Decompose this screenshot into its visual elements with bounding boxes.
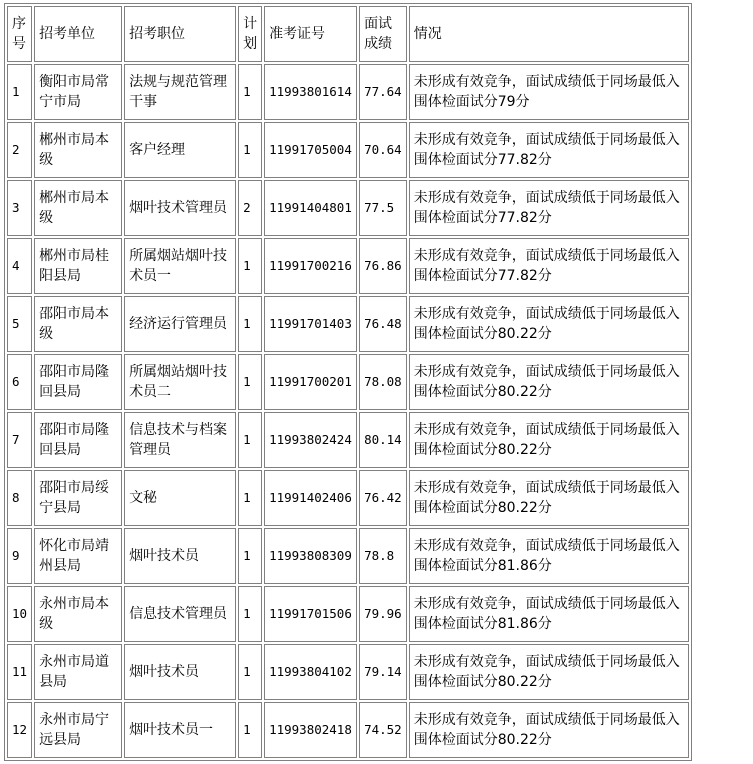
cell-ticket: 11993804102 — [264, 644, 357, 700]
cell-score: 79.14 — [359, 644, 407, 700]
cell-unit: 邵阳市局绥宁县局 — [34, 470, 122, 526]
header-post: 招考职位 — [124, 6, 236, 62]
header-ticket: 准考证号 — [264, 6, 357, 62]
cell-unit: 永州市局本级 — [34, 586, 122, 642]
cell-ticket: 11991705004 — [264, 122, 357, 178]
cell-unit: 永州市局道县局 — [34, 644, 122, 700]
cell-unit: 邵阳市局隆回县局 — [34, 412, 122, 468]
cell-plan: 1 — [238, 296, 262, 352]
cell-ticket: 11991700216 — [264, 238, 357, 294]
cell-plan: 1 — [238, 64, 262, 120]
cell-ticket: 11991700201 — [264, 354, 357, 410]
cell-ticket: 11991402406 — [264, 470, 357, 526]
cell-no: 2 — [7, 122, 32, 178]
cell-no: 6 — [7, 354, 32, 410]
cell-note: 未形成有效竞争，面试成绩低于同场最低入围体检面试分77.82分 — [409, 180, 689, 236]
cell-score: 78.8 — [359, 528, 407, 584]
cell-plan: 1 — [238, 122, 262, 178]
results-table-wrapper — [4, 3, 692, 761]
cell-post: 文秘 — [124, 470, 236, 526]
results-table — [4, 3, 692, 761]
cell-note: 未形成有效竞争，面试成绩低于同场最低入围体检面试分81.86分 — [409, 586, 689, 642]
cell-post: 客户经理 — [124, 122, 236, 178]
cell-unit: 邵阳市局隆回县局 — [34, 354, 122, 410]
cell-post: 经济运行管理员 — [124, 296, 236, 352]
cell-note: 未形成有效竞争，面试成绩低于同场最低入围体检面试分80.22分 — [409, 296, 689, 352]
table-row — [7, 296, 689, 352]
cell-post: 烟叶技术管理员 — [124, 180, 236, 236]
cell-note: 未形成有效竞争，面试成绩低于同场最低入围体检面试分80.22分 — [409, 702, 689, 758]
cell-unit: 怀化市局靖州县局 — [34, 528, 122, 584]
cell-no: 4 — [7, 238, 32, 294]
cell-score: 74.52 — [359, 702, 407, 758]
cell-score: 77.64 — [359, 64, 407, 120]
table-row — [7, 412, 689, 468]
table-row — [7, 586, 689, 642]
header-plan: 计划 — [238, 6, 262, 62]
header-score: 面试成绩 — [359, 6, 407, 62]
cell-ticket: 11993808309 — [264, 528, 357, 584]
table-row — [7, 470, 689, 526]
table-row — [7, 180, 689, 236]
cell-post: 信息技术与档案管理员 — [124, 412, 236, 468]
cell-ticket: 11993802424 — [264, 412, 357, 468]
cell-note: 未形成有效竞争，面试成绩低于同场最低入围体检面试分80.22分 — [409, 412, 689, 468]
header-unit: 招考单位 — [34, 6, 122, 62]
cell-note: 未形成有效竞争，面试成绩低于同场最低入围体检面试分81.86分 — [409, 528, 689, 584]
cell-score: 76.42 — [359, 470, 407, 526]
cell-plan: 1 — [238, 644, 262, 700]
header-note: 情况 — [409, 6, 689, 62]
cell-no: 10 — [7, 586, 32, 642]
cell-post: 烟叶技术员 — [124, 644, 236, 700]
cell-note: 未形成有效竞争，面试成绩低于同场最低入围体检面试分80.22分 — [409, 644, 689, 700]
cell-plan: 1 — [238, 238, 262, 294]
cell-unit: 永州市局宁远县局 — [34, 702, 122, 758]
cell-post: 所属烟站烟叶技术员一 — [124, 238, 236, 294]
cell-no: 12 — [7, 702, 32, 758]
cell-ticket: 11991701506 — [264, 586, 357, 642]
cell-note: 未形成有效竞争，面试成绩低于同场最低入围体检面试分77.82分 — [409, 122, 689, 178]
table-row — [7, 354, 689, 410]
cell-unit: 衡阳市局常宁市局 — [34, 64, 122, 120]
cell-plan: 1 — [238, 412, 262, 468]
cell-note: 未形成有效竞争，面试成绩低于同场最低入围体检面试分80.22分 — [409, 354, 689, 410]
table-header-row — [7, 6, 689, 62]
cell-no: 8 — [7, 470, 32, 526]
cell-post: 信息技术管理员 — [124, 586, 236, 642]
cell-plan: 1 — [238, 528, 262, 584]
cell-ticket: 11993801614 — [264, 64, 357, 120]
cell-no: 3 — [7, 180, 32, 236]
cell-ticket: 11993802418 — [264, 702, 357, 758]
cell-plan: 1 — [238, 702, 262, 758]
cell-post: 法规与规范管理干事 — [124, 64, 236, 120]
table-row — [7, 702, 689, 758]
cell-score: 77.5 — [359, 180, 407, 236]
table-row — [7, 238, 689, 294]
cell-score: 79.96 — [359, 586, 407, 642]
cell-no: 11 — [7, 644, 32, 700]
table-row — [7, 64, 689, 120]
cell-score: 76.48 — [359, 296, 407, 352]
cell-unit: 郴州市局本级 — [34, 122, 122, 178]
cell-ticket: 11991701403 — [264, 296, 357, 352]
cell-post: 所属烟站烟叶技术员二 — [124, 354, 236, 410]
cell-no: 1 — [7, 64, 32, 120]
cell-no: 9 — [7, 528, 32, 584]
cell-post: 烟叶技术员 — [124, 528, 236, 584]
cell-plan: 1 — [238, 354, 262, 410]
cell-no: 5 — [7, 296, 32, 352]
cell-post: 烟叶技术员一 — [124, 702, 236, 758]
cell-score: 76.86 — [359, 238, 407, 294]
cell-note: 未形成有效竞争，面试成绩低于同场最低入围体检面试分80.22分 — [409, 470, 689, 526]
cell-score: 70.64 — [359, 122, 407, 178]
cell-plan: 1 — [238, 470, 262, 526]
cell-note: 未形成有效竞争，面试成绩低于同场最低入围体检面试分77.82分 — [409, 238, 689, 294]
cell-plan: 1 — [238, 586, 262, 642]
table-row — [7, 122, 689, 178]
header-no: 序号 — [7, 6, 32, 62]
cell-ticket: 11991404801 — [264, 180, 357, 236]
cell-no: 7 — [7, 412, 32, 468]
cell-unit: 郴州市局本级 — [34, 180, 122, 236]
cell-plan: 2 — [238, 180, 262, 236]
table-row — [7, 644, 689, 700]
cell-score: 80.14 — [359, 412, 407, 468]
cell-note: 未形成有效竞争，面试成绩低于同场最低入围体检面试分79分 — [409, 64, 689, 120]
cell-unit: 郴州市局桂阳县局 — [34, 238, 122, 294]
cell-score: 78.08 — [359, 354, 407, 410]
cell-unit: 邵阳市局本级 — [34, 296, 122, 352]
table-row — [7, 528, 689, 584]
